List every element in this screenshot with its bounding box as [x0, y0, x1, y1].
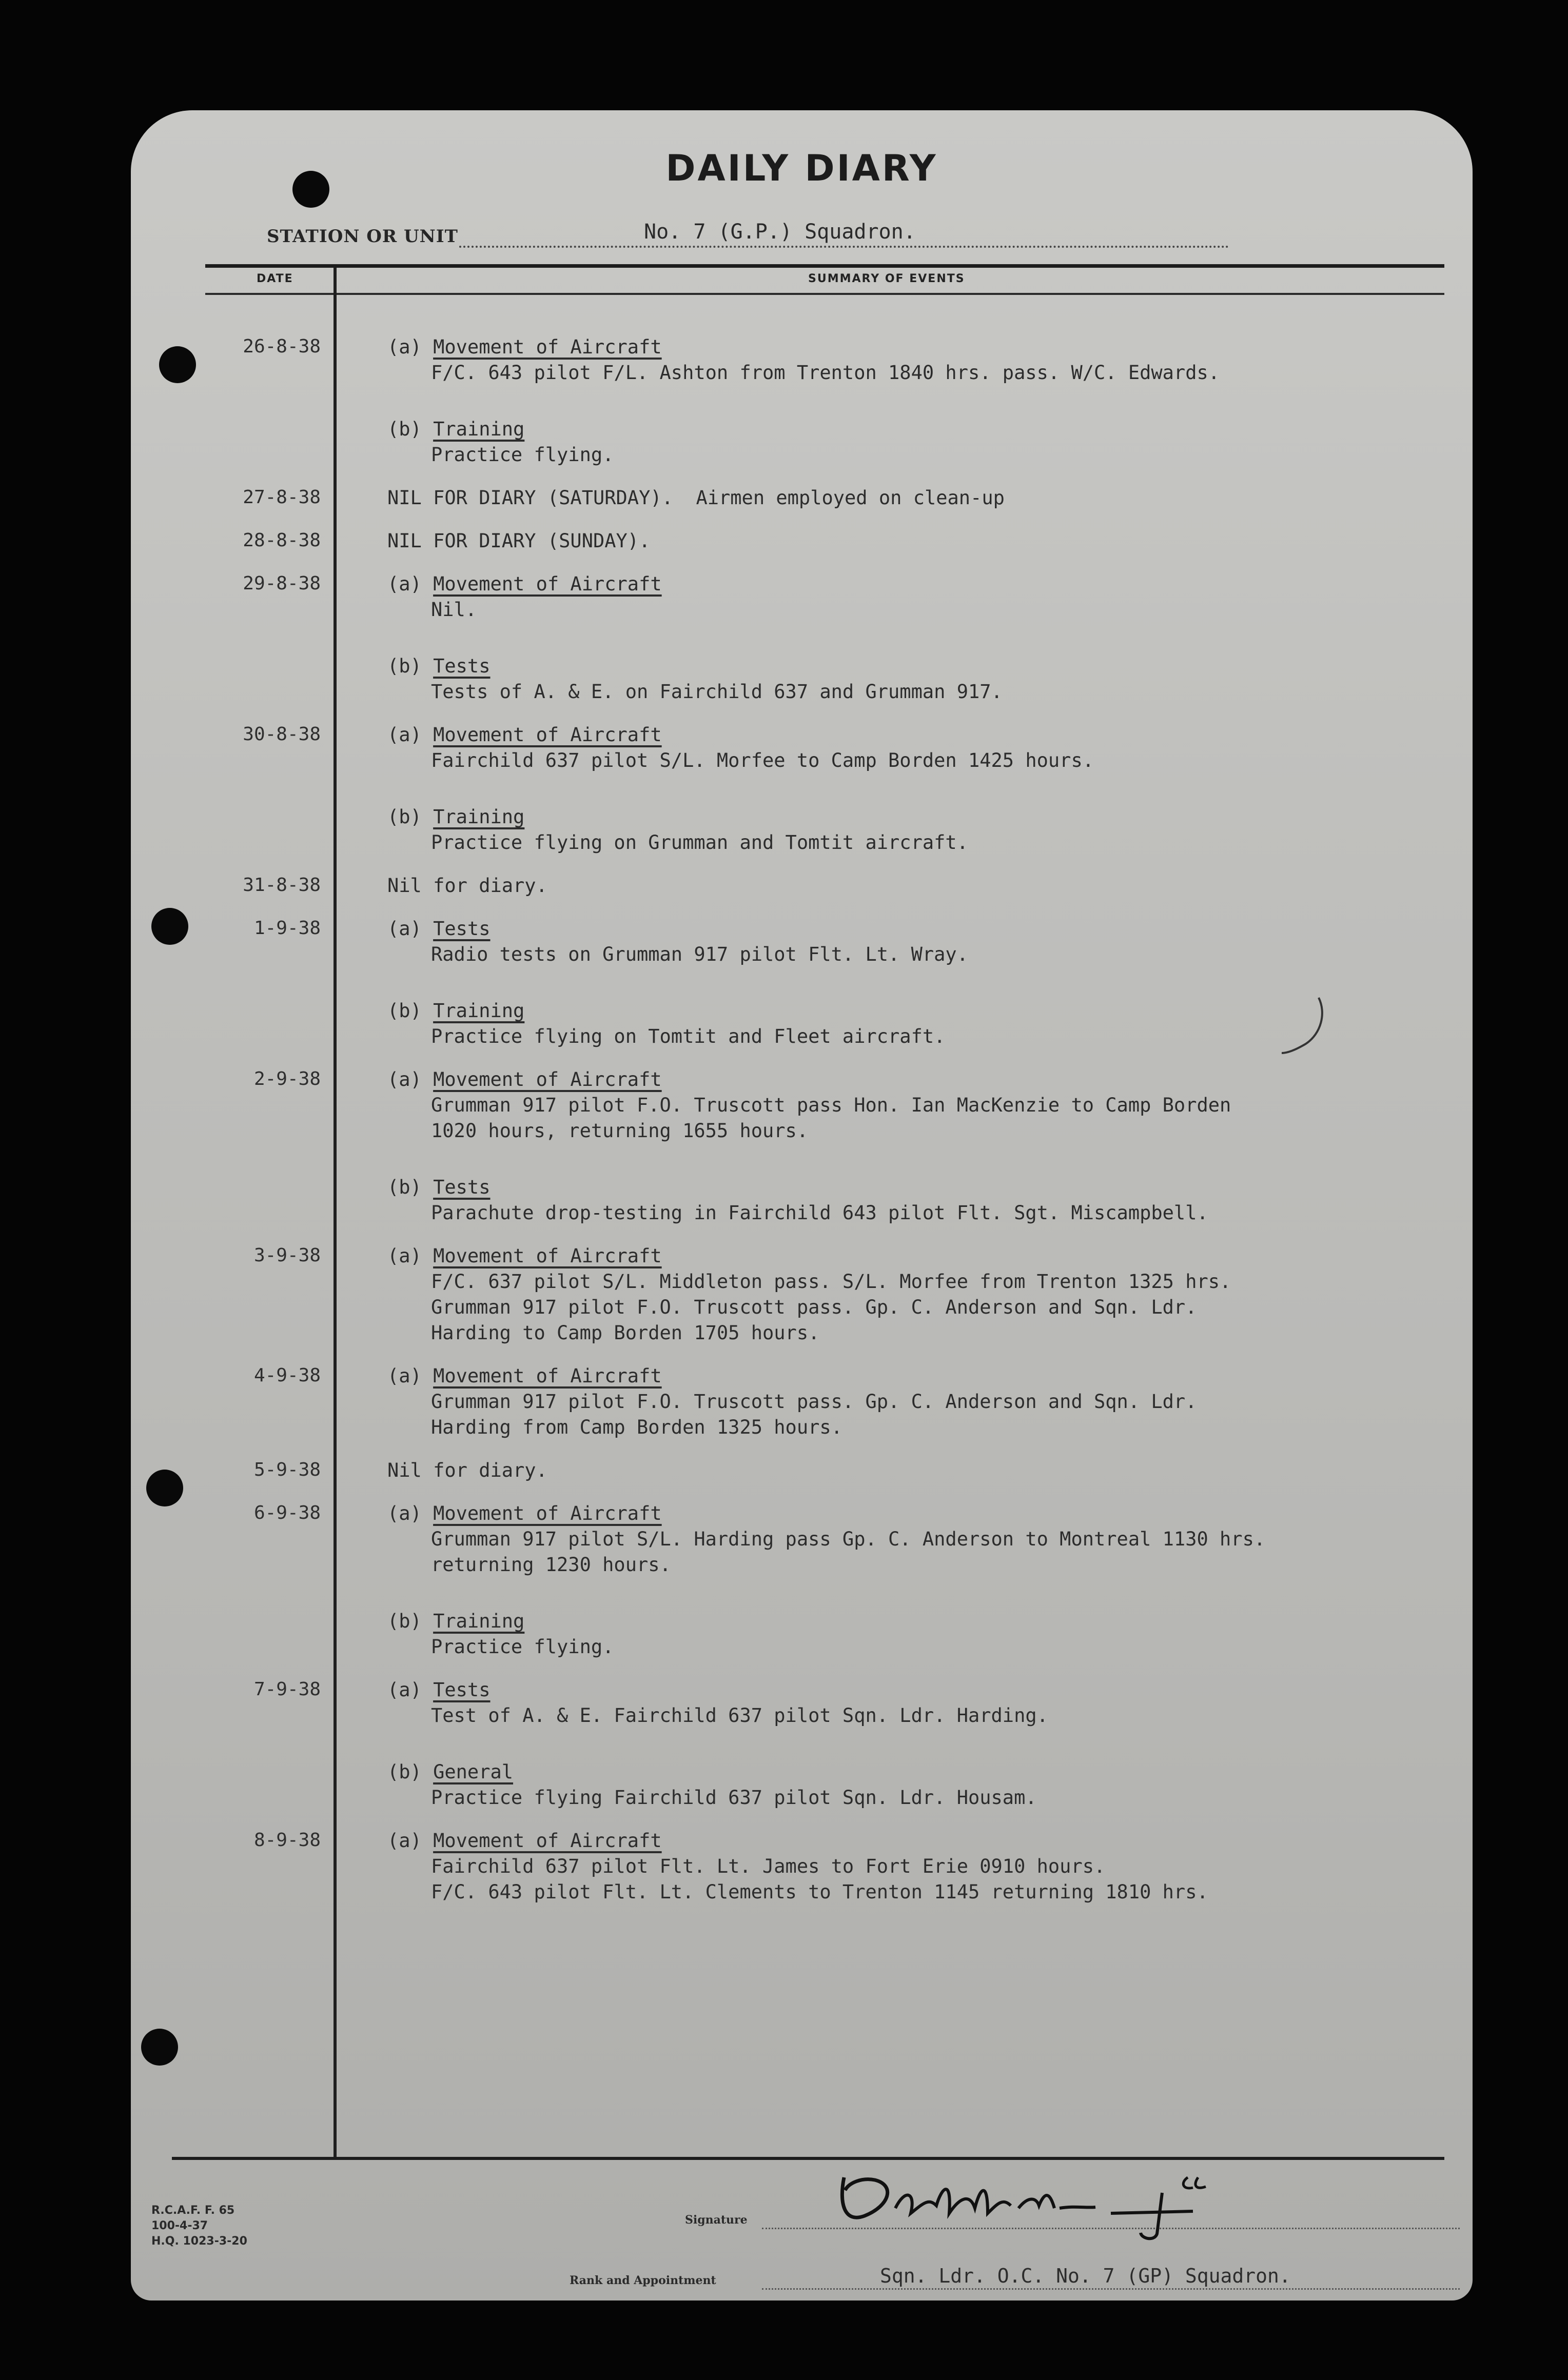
entry-heading-title: Training — [433, 1610, 525, 1632]
entry-text: Practice flying on Grumman and Tomtit aircraft. — [431, 831, 968, 854]
entry-date: 26-8-38 — [243, 336, 321, 357]
entry-text: Practice flying. — [431, 1636, 614, 1658]
rank-dotted-line — [762, 2288, 1460, 2290]
entry-date: 4-9-38 — [253, 1365, 321, 1386]
entry-text: Harding to Camp Borden 1705 hours. — [431, 1322, 820, 1344]
entry-text: Harding from Camp Borden 1325 hours. — [431, 1416, 842, 1438]
entry-heading-title: General — [433, 1761, 514, 1783]
entry-heading-title: Movement of Aircraft — [433, 1365, 662, 1387]
entry-heading-title: Movement of Aircraft — [433, 1830, 662, 1852]
entry-date: 29-8-38 — [243, 573, 321, 594]
entry-text: F/C. 643 pilot F/L. Ashton from Trenton 1840 hrs. pass. W/C. Edwards. — [431, 362, 1220, 384]
entry-heading-title: Tests — [433, 1176, 491, 1198]
entry-text: Practice flying on Tomtit and Fleet aircraft. — [431, 1025, 946, 1047]
entry-heading-title: Movement of Aircraft — [433, 573, 662, 595]
entry-text: Fairchild 637 pilot S/L. Morfee to Camp Borden 1425 hours. — [431, 749, 1094, 771]
form-line-3: H.Q. 1023-3-20 — [151, 2235, 247, 2248]
entry-heading: (b) Training — [387, 1000, 525, 1022]
binder-hole-5 — [141, 2029, 178, 2066]
entry-text: Fairchild 637 pilot Flt. Lt. James to Fort Erie 0910 hours. — [431, 1855, 1106, 1877]
unit-label: STATION OR UNIT — [267, 226, 458, 247]
entry-date: 2-9-38 — [253, 1068, 321, 1089]
entry-heading: (a) Movement of Aircraft — [387, 1068, 662, 1090]
entry-date: 30-8-38 — [243, 724, 321, 745]
entry-heading: (b) Training — [387, 1610, 525, 1632]
entry-date: 8-9-38 — [253, 1830, 321, 1851]
entry-heading: (b) Tests — [387, 1176, 491, 1198]
entry-heading: (a) Movement of Aircraft — [387, 573, 662, 595]
summary-column-header: SUMMARY OF EVENTS — [808, 272, 965, 285]
binder-hole-3 — [151, 908, 188, 945]
unit-dotted-line — [459, 246, 1229, 248]
entry-heading: (b) Tests — [387, 655, 491, 677]
entry-heading: (a) Movement of Aircraft — [387, 724, 662, 746]
entry-heading: (a) Movement of Aircraft — [387, 1245, 662, 1267]
entry-heading: (a) Tests — [387, 1679, 491, 1701]
entry-heading: (b) Training — [387, 806, 525, 828]
date-column-divider — [334, 267, 337, 2159]
entry-heading: (a) Movement of Aircraft — [387, 336, 662, 358]
entry-heading-title: Movement of Aircraft — [433, 1502, 662, 1524]
binder-hole-4 — [146, 1470, 183, 1506]
entry-heading-title: Training — [433, 418, 525, 440]
entry-date: 1-9-38 — [253, 918, 321, 939]
entry-heading: (b) General — [387, 1761, 514, 1783]
entry-text: NIL FOR DIARY (SUNDAY). — [387, 530, 651, 552]
header-rule — [205, 264, 1444, 268]
entry-heading: (a) Movement of Aircraft — [387, 1365, 662, 1387]
entry-text: Test of A. & E. Fairchild 637 pilot Sqn. Ldr. Harding. — [431, 1704, 1048, 1727]
entry-heading: (b) Training — [387, 418, 525, 440]
entry-date: 5-9-38 — [253, 1459, 321, 1480]
date-column-header: DATE — [257, 272, 293, 285]
entry-heading-title: Training — [433, 1000, 525, 1022]
diary-sheet — [131, 110, 1473, 2300]
entry-text: Tests of A. & E. on Fairchild 637 and Grumman 917. — [431, 681, 1003, 703]
entry-heading: (a) Movement of Aircraft — [387, 1502, 662, 1524]
entry-date: 31-8-38 — [243, 875, 321, 896]
entry-heading-title: Tests — [433, 1679, 491, 1701]
handwritten-signature — [834, 2157, 1224, 2244]
entry-text: Practice flying. — [431, 444, 614, 466]
entry-date: 7-9-38 — [253, 1679, 321, 1700]
entry-heading-title: Movement of Aircraft — [433, 724, 662, 746]
entry-heading-title: Tests — [433, 655, 491, 677]
entry-text: Grumman 917 pilot S/L. Harding pass Gp. C. Anderson to Montreal 1130 hrs. — [431, 1528, 1266, 1550]
signature-label: Signature — [685, 2213, 748, 2227]
column-header-rule — [205, 293, 1444, 295]
entry-text: F/C. 643 pilot Flt. Lt. Clements to Trenton 1145 returning 1810 hrs. — [431, 1881, 1208, 1903]
entry-heading: (a) Tests — [387, 918, 491, 940]
entry-date: 27-8-38 — [243, 487, 321, 508]
entry-text: returning 1230 hours. — [431, 1554, 671, 1576]
entry-heading-title: Movement of Aircraft — [433, 1245, 662, 1267]
entry-text: Grumman 917 pilot F.O. Truscott pass. Gp. C. Anderson and Sqn. Ldr. — [431, 1296, 1197, 1318]
entry-text: Nil for diary. — [387, 875, 547, 897]
entry-text: 1020 hours, returning 1655 hours. — [431, 1120, 809, 1142]
entry-heading-title: Movement of Aircraft — [433, 336, 662, 358]
entry-text: Radio tests on Grumman 917 pilot Flt. Lt. Wray. — [431, 943, 968, 965]
entry-text: Practice flying Fairchild 637 pilot Sqn. Ldr. Housam. — [431, 1787, 1037, 1809]
entry-heading-title: Movement of Aircraft — [433, 1068, 662, 1090]
entry-date: 6-9-38 — [253, 1502, 321, 1523]
page-title: DAILY DIARY — [665, 147, 938, 189]
entry-date: 3-9-38 — [253, 1245, 321, 1266]
entry-date: 28-8-38 — [243, 530, 321, 551]
footer-rule — [172, 2157, 1444, 2160]
entry-heading-title: Tests — [433, 918, 491, 940]
entry-text: Nil for diary. — [387, 1459, 547, 1481]
form-line-1: R.C.A.F. F. 65 — [151, 2204, 235, 2217]
entry-text: NIL FOR DIARY (SATURDAY). Airmen employed on clean-up — [387, 487, 1005, 509]
entry-text: F/C. 637 pilot S/L. Middleton pass. S/L. Morfee from Trenton 1325 hrs. — [431, 1271, 1231, 1293]
rank-label: Rank and Appointment — [570, 2274, 716, 2287]
form-line-2: 100-4-37 — [151, 2219, 208, 2232]
entry-heading: (a) Movement of Aircraft — [387, 1830, 662, 1852]
pen-mark — [1278, 993, 1339, 1064]
entry-text: Parachute drop-testing in Fairchild 643 pilot Flt. Sgt. Miscampbell. — [431, 1202, 1208, 1224]
rank-value: Sqn. Ldr. O.C. No. 7 (GP) Squadron. — [880, 2265, 1291, 2287]
entry-text: Grumman 917 pilot F.O. Truscott pass. Gp. C. Anderson and Sqn. Ldr. — [431, 1391, 1197, 1413]
unit-value: No. 7 (G.P.) Squadron. — [644, 220, 916, 244]
entry-text: Nil. — [431, 599, 477, 621]
form-number — [151, 2203, 247, 2249]
entry-text: Grumman 917 pilot F.O. Truscott pass Hon. Ian MacKenzie to Camp Borden — [431, 1094, 1231, 1116]
entry-heading-title: Training — [433, 806, 525, 828]
